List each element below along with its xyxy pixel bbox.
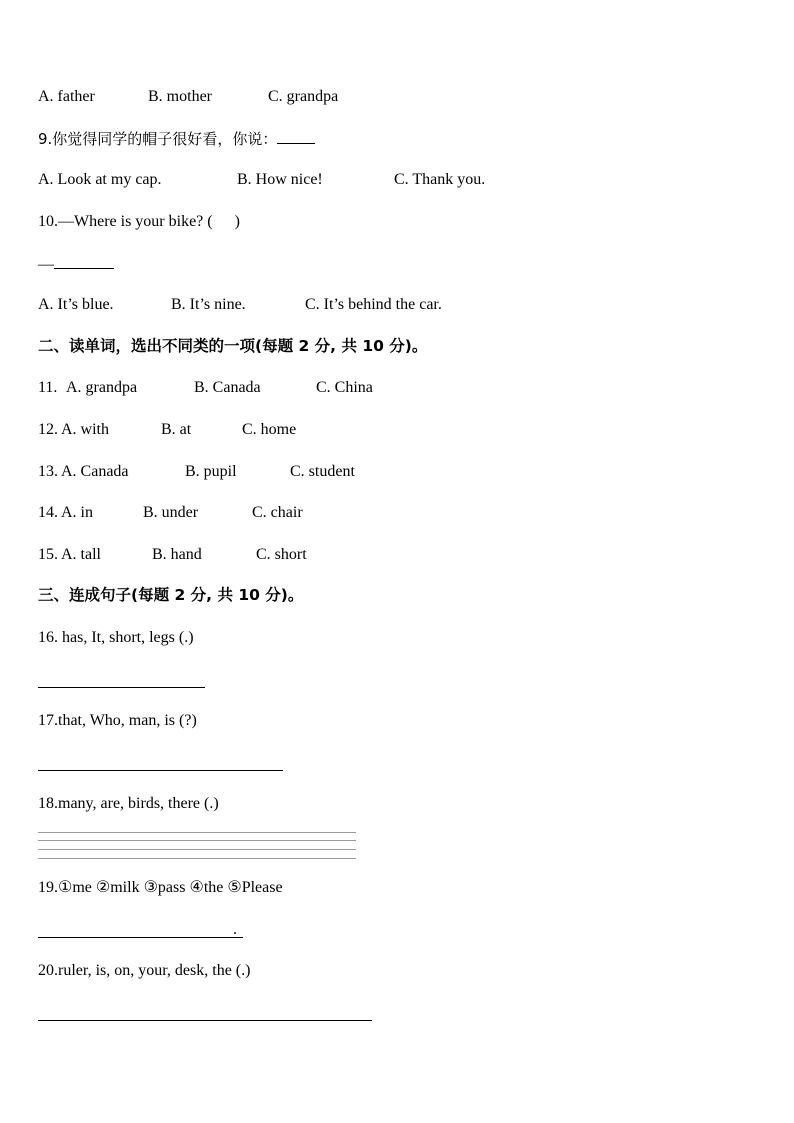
- q18-writing-line-3[interactable]: [38, 849, 356, 850]
- q10-option-c: C. It’s behind the car.: [305, 296, 442, 313]
- q16-prompt: 16. has, It, short, legs (.): [38, 629, 194, 646]
- q14-option-b: B. under: [143, 504, 199, 521]
- q15-option-a: A. tall: [61, 546, 101, 563]
- q10-dash: —: [38, 256, 54, 273]
- q9-option-c: C. Thank you.: [394, 171, 486, 188]
- q20-prompt: 20.ruler, is, on, your, desk, the (.): [38, 962, 251, 979]
- q12-number: 12.: [38, 421, 58, 438]
- q15-option-c: C. short: [256, 546, 307, 563]
- q16-answer-line[interactable]: [38, 687, 205, 688]
- q10-option-b: B. It’s nine.: [171, 296, 246, 313]
- q10-reply: [38, 254, 114, 275]
- q14-option-c: C. chair: [252, 504, 303, 521]
- q11-option-a: A. grandpa: [66, 379, 138, 396]
- q12-option-a: A. with: [61, 421, 109, 438]
- q18-writing-line-1[interactable]: [38, 832, 356, 833]
- q19-answer-period: .: [233, 921, 237, 938]
- q18-prompt: 18.many, are, birds, there (.): [38, 795, 219, 812]
- q9-prompt: [38, 129, 315, 149]
- q15-option-b: B. hand: [152, 546, 202, 563]
- q19-answer-line[interactable]: [38, 937, 243, 938]
- q8-option-c: C. grandpa: [268, 88, 339, 105]
- q13-option-a: A. Canada: [61, 463, 129, 480]
- q10-prompt: [38, 212, 240, 232]
- q9-prompt-text: 9.你觉得同学的帽子很好看，你说：: [38, 130, 278, 148]
- q11-option-c: C. China: [316, 379, 373, 396]
- q10-prompt-text: 10.—Where is your bike? (: [38, 213, 213, 230]
- q9-answer-blank[interactable]: [277, 129, 315, 144]
- q15-number: 15.: [38, 546, 58, 563]
- q14-number: 14.: [38, 504, 58, 521]
- section3-heading: 三、连成句子(每题 2 分, 共 10 分)。: [38, 586, 304, 604]
- q19-prompt: 19.①me ②milk ③pass ④the ⑤Please: [38, 879, 283, 896]
- q9-option-b: B. How nice!: [237, 171, 323, 188]
- q13-option-b: B. pupil: [185, 463, 237, 480]
- q13-option-c: C. student: [290, 463, 355, 480]
- q8-option-b: B. mother: [148, 88, 212, 105]
- q10-paren-close: ): [234, 213, 240, 230]
- q17-prompt: 17.that, Who, man, is (?): [38, 712, 197, 729]
- q10-reply-blank[interactable]: [54, 254, 114, 269]
- q11-option-b: B. Canada: [194, 379, 261, 396]
- q8-option-a: A. father: [38, 88, 95, 105]
- q11-number: 11.: [38, 379, 58, 396]
- section2-heading: 二、读单词，选出不同类的一项(每题 2 分, 共 10 分)。: [38, 337, 428, 355]
- q9-option-a: A. Look at my cap.: [38, 171, 162, 188]
- q14-option-a: A. in: [61, 504, 93, 521]
- q12-option-c: C. home: [242, 421, 297, 438]
- q17-answer-line[interactable]: [38, 770, 283, 771]
- q13-number: 13.: [38, 463, 58, 480]
- q12-option-b: B. at: [161, 421, 192, 438]
- q18-writing-line-2[interactable]: [38, 840, 356, 841]
- q10-option-a: A. It’s blue.: [38, 296, 114, 313]
- q18-writing-line-4[interactable]: [38, 858, 356, 859]
- q20-answer-line[interactable]: [38, 1020, 372, 1021]
